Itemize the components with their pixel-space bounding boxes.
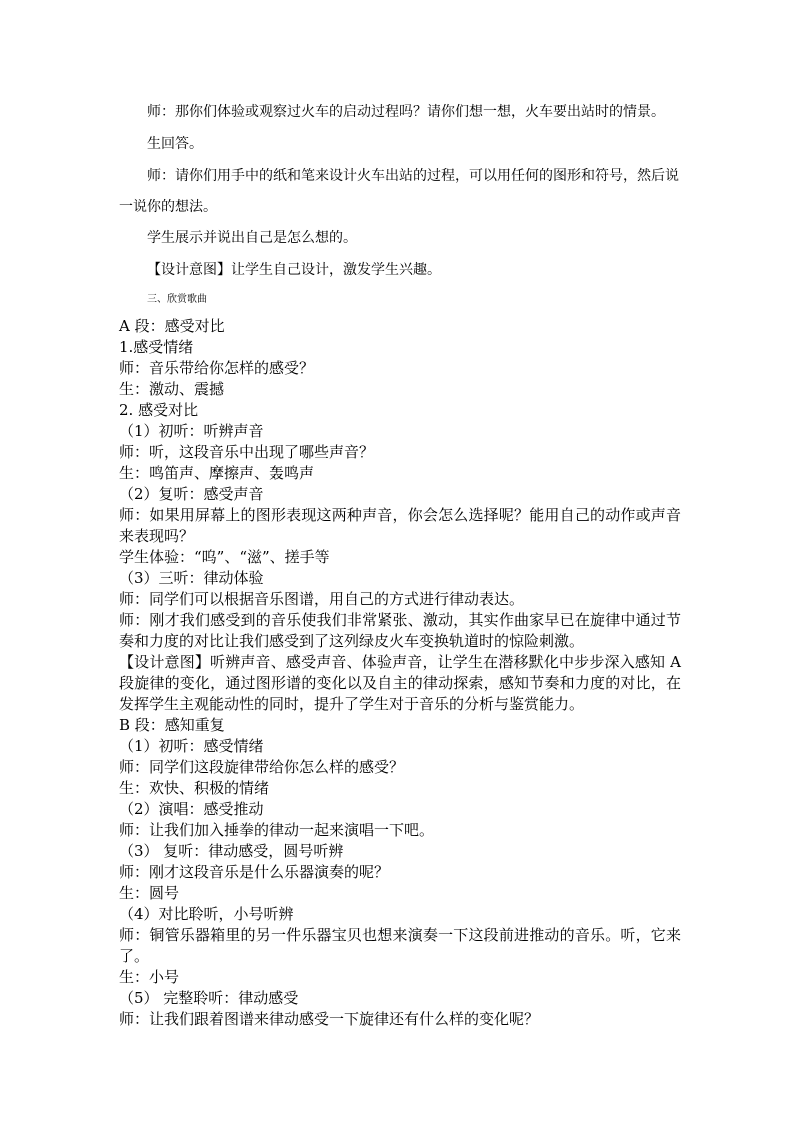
- part-b-1: （1）初听：感受情绪: [119, 737, 264, 755]
- teacher-prompt-line2: 一说你的想法。: [119, 199, 217, 215]
- part-b-3-q: 师：刚才这段音乐是什么乐器演奏的呢？: [119, 863, 390, 881]
- part-b-5-q: 师：让我们跟着图谱来律动感受一下旋律还有什么样的变化呢？: [119, 1010, 540, 1028]
- student-show: 学生展示并说出自己是怎么想的。: [147, 230, 357, 246]
- part-b-4-q: 师：铜管乐器箱里的另一件乐器宝贝也想来演奏一下这段前进推动的音乐。听，它来了。: [119, 926, 681, 965]
- part-b-3-a: 生：圆号: [119, 884, 180, 902]
- teacher-question-train-start: 师：那你们体验或观察过火车的启动过程吗？请你们想一想，火车要出站时的情景。: [147, 104, 665, 120]
- teacher-prompt-line1: 师：请你们用手中的纸和笔来设计火车出站的过程，可以用任何的图形和符号，然后说: [147, 168, 679, 184]
- part-a-s1: 1.感受情绪: [119, 338, 194, 356]
- part-b-1-q: 师：同学们这段旋律带给你怎么样的感受？: [119, 758, 405, 776]
- part-a-s2: 2. 感受对比: [119, 401, 199, 419]
- design-intent-1: 【设计意图】让学生自己设计，激发学生兴趣。: [147, 262, 441, 278]
- part-b-2-q: 师：让我们加入捶拳的律动一起来演唱一下吧。: [119, 821, 435, 839]
- part-a-s2-2-q: 师：如果用屏幕上的图形表现这两种声音，你会怎么选择呢？能用自己的动作或声音来表现吗？: [119, 506, 681, 545]
- part-a-s1-a: 生：激动、震撼: [119, 380, 225, 398]
- part-a-s2-1-a: 生：鸣笛声、摩擦声、轰鸣声: [119, 464, 315, 482]
- part-a-s2-3-t: 师：刚才我们感受到的音乐使我们非常紧张、激动，其实作曲家早已在旋律中通过节奏和力度的对比让我们感受到了这列绿皮火车变换轨道时的惊险刺激。: [119, 611, 681, 650]
- part-b-3: （3） 复听：律动感受，圆号听辨: [119, 842, 344, 860]
- part-b-2: （2）演唱：感受推动: [119, 800, 264, 818]
- design-intent-2: 【设计意图】听辨声音、感受声音、体验声音，让学生在潜移默化中步步深入感知 A 段旋律的变化，通过图形谱的变化以及自主的律动探索，感知节奏和力度的对比，在发挥学生主观能动性的同时，提升了学生对于音乐的分析与鉴赏能力。: [119, 653, 681, 713]
- part-a-s2-1-q: 师：听，这段音乐中出现了哪些声音？: [119, 443, 375, 461]
- part-a-s2-3-q: 师：同学们可以根据音乐图谱，用自己的方式进行律动表达。: [119, 590, 525, 608]
- part-b-title: B 段：感知重复: [119, 716, 225, 734]
- part-b-1-a: 生：欢快、积极的情绪: [119, 779, 270, 797]
- part-b-4: （4）对比聆听，小号听辨: [119, 905, 294, 923]
- student-answer: 生回答。: [147, 136, 203, 152]
- part-a-s2-2: （2）复听：感受声音: [119, 485, 264, 503]
- part-a-s2-2-a: 学生体验：“呜”、“滋”、搓手等: [119, 548, 330, 566]
- part-a-title: A 段：感受对比: [119, 317, 225, 335]
- part-a-s2-3: （3）三听：律动体验: [119, 569, 264, 587]
- part-a-s2-1: （1）初听：听辨声音: [119, 422, 264, 440]
- part-a-s1-q: 师：音乐带给你怎样的感受？: [119, 359, 315, 377]
- section-title: 三、欣赏歌曲: [147, 294, 207, 305]
- part-b-4-a: 生：小号: [119, 968, 180, 986]
- part-b-5: （5） 完整聆听：律动感受: [119, 989, 299, 1007]
